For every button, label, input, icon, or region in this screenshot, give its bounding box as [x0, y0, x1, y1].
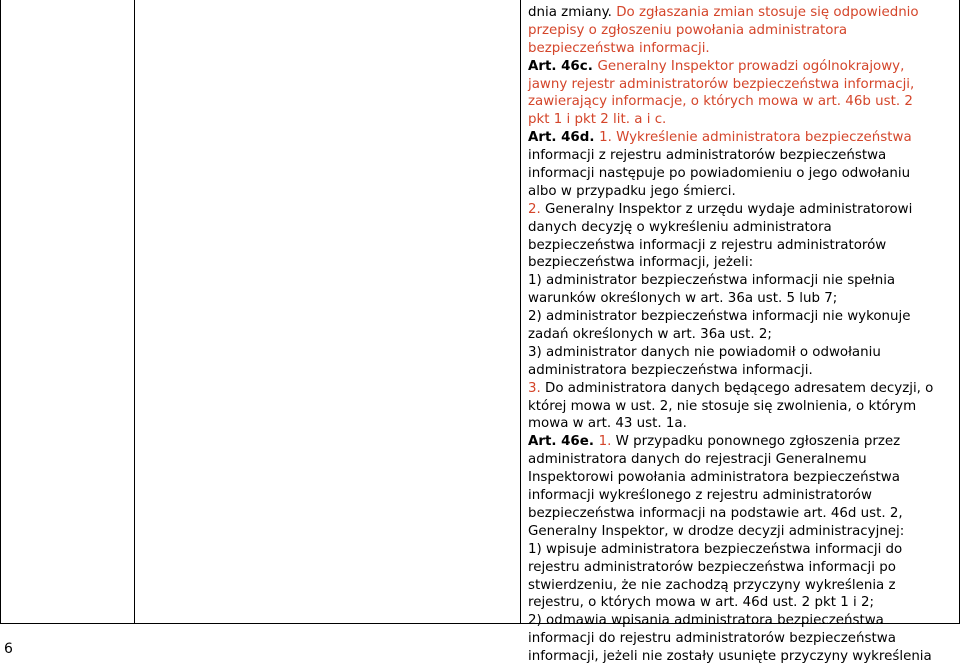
body-text: bezpieczeństwa informacji na podstawie art. 46d ust. 2,	[528, 505, 903, 521]
text-line	[528, 630, 953, 648]
text-line	[528, 505, 953, 523]
body-text: Do administratora danych będącego adresatem decyzji, o	[545, 380, 934, 396]
body-text: mowa w art. 43 ust. 1a.	[528, 416, 687, 432]
body-text: administratora danych do rejestracji Generalnemu	[528, 452, 867, 468]
body-text: informacji z rejestru administratorów bezpieczeństwa	[528, 148, 887, 164]
text-line	[528, 111, 953, 129]
amendment-text: bezpieczeństwa informacji.	[528, 40, 710, 56]
table-column-divider	[134, 0, 135, 624]
text-line	[528, 183, 953, 201]
body-text: 1) administrator bezpieczeństwa informacji nie spełnia	[528, 273, 896, 289]
text-line	[528, 93, 953, 111]
text-line	[528, 577, 953, 595]
text-line	[528, 362, 953, 380]
text-line	[528, 76, 953, 94]
body-text: 2) administrator bezpieczeństwa informacji nie wykonuje	[528, 309, 911, 325]
text-line	[528, 22, 953, 40]
text-line	[528, 219, 953, 237]
body-text: albo w przypadku jego śmierci.	[528, 183, 736, 199]
body-text: Inspektorowi powołania administratora bezpieczeństwa	[528, 470, 900, 486]
text-line	[528, 451, 953, 469]
article-heading: Art. 46d.	[528, 130, 600, 146]
body-text: bezpieczeństwa informacji, jeżeli:	[528, 255, 754, 271]
text-line	[528, 58, 953, 76]
text-line	[528, 559, 953, 577]
text-line	[528, 272, 953, 290]
article-heading: Art. 46e.	[528, 434, 599, 450]
text-line	[528, 487, 953, 505]
body-text: bezpieczeństwa informacji z rejestru administratorów	[528, 237, 887, 253]
text-line	[528, 433, 953, 451]
text-line	[528, 415, 953, 433]
body-text: której mowa w ust. 2, nie stosuje się zwolnienia, o którym	[528, 398, 917, 414]
table-column-divider	[520, 0, 521, 624]
amendment-text: 3.	[528, 380, 546, 396]
text-line	[528, 523, 953, 541]
text-line	[528, 165, 953, 183]
text-line	[528, 237, 953, 255]
text-line	[528, 129, 953, 147]
text-line	[528, 290, 953, 308]
body-text: informacji do rejestru administratorów bezpieczeństwa	[528, 631, 896, 647]
text-line	[528, 648, 953, 666]
body-text: Generalny Inspektor, w drodze decyzji administracyjnej:	[528, 523, 905, 539]
amendment-text: pkt 1 i pkt 2 lit. a i c.	[528, 112, 667, 128]
amendment-text: Generalny Inspektor prowadzi ogólnokrajowy,	[597, 58, 905, 74]
body-text: W przypadku ponownego zgłoszenia przez	[615, 434, 901, 450]
body-text: rejestru, o których mowa w art. 46d ust. 2 pkt 1 i 2;	[528, 595, 874, 611]
body-text: 3) administrator danych nie powiadomił o odwołaniu	[528, 344, 881, 360]
text-line	[528, 612, 953, 630]
text-line	[528, 594, 953, 612]
text-line	[528, 398, 953, 416]
body-text: zadań określonych w art. 36a ust. 2;	[528, 327, 772, 343]
body-text: warunków określonych w art. 36a ust. 5 lub 7;	[528, 291, 838, 307]
text-line	[528, 4, 953, 22]
amendment-text: przepisy o zgłoszeniu powołania administratora	[528, 22, 848, 38]
amendment-text: 2.	[528, 201, 546, 217]
text-line	[528, 308, 953, 326]
text-line	[528, 541, 953, 559]
body-text: stwierdzeniu, że nie zachodzą przyczyny wykreślenia z	[528, 577, 896, 593]
body-text: 2) odmawia wpisania administratora bezpieczeństwa	[528, 613, 884, 629]
text-line	[528, 380, 953, 398]
text-line	[528, 147, 953, 165]
amendment-text: 1.	[598, 434, 616, 450]
amendment-text: jawny rejestr administratorów bezpieczeństwa informacji,	[528, 76, 915, 92]
text-line	[528, 469, 953, 487]
amendment-text: Do zgłaszania zmian stosuje się odpowiednio	[616, 5, 919, 20]
text-line	[528, 40, 953, 58]
amendment-text: zawierający informacje, o których mowa w art. 46b ust. 2	[528, 94, 913, 110]
body-text: 1) wpisuje administratora bezpieczeństwa informacji do	[528, 541, 903, 557]
text-line	[528, 326, 953, 344]
amendment-text: 1. Wykreślenie administratora bezpieczeństwa	[599, 130, 912, 146]
body-text: danych decyzję o wykreśleniu administratora	[528, 219, 832, 235]
text-line	[528, 201, 953, 219]
body-text: informacji, jeżeli nie zostały usunięte przyczyny wykreślenia	[528, 649, 932, 665]
body-text: informacji następuje po powiadomieniu o jego odwołaniu	[528, 166, 911, 182]
body-text: rejestru administratorów bezpieczeństwa informacji po	[528, 559, 896, 575]
legal-text-cell	[528, 4, 953, 666]
table-border-left	[0, 0, 1, 624]
body-text: Generalny Inspektor z urzędu wydaje administratorowi	[545, 201, 913, 217]
page-number: 6	[4, 641, 13, 657]
body-text: administratora bezpieczeństwa informacji.	[528, 362, 813, 378]
body-text: informacji wykreślonego z rejestru administratorów	[528, 488, 872, 504]
text-line	[528, 254, 953, 272]
body-text: dnia zmiany.	[528, 5, 617, 20]
article-heading: Art. 46c.	[528, 58, 598, 74]
text-line	[528, 344, 953, 362]
